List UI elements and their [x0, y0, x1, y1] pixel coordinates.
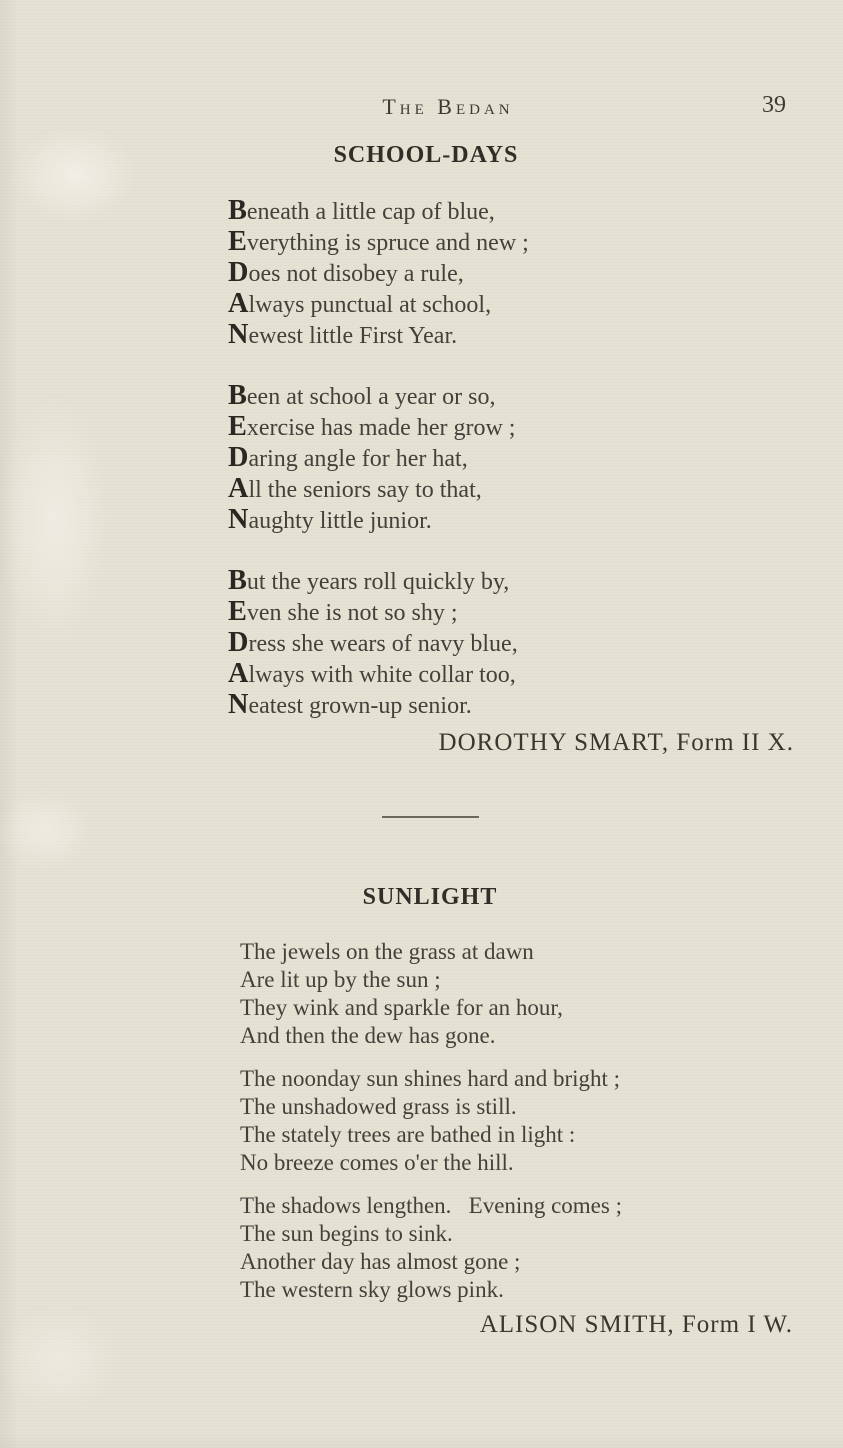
- poem-line: The western sky glows pink.: [240, 1277, 504, 1302]
- poem-line: [228, 227, 529, 258]
- line-text: ll the seniors say to that,: [248, 477, 482, 503]
- poem-line: [228, 690, 529, 721]
- line-text: eatest grown-up senior.: [248, 693, 472, 719]
- line-text: ress she wears of navy blue,: [248, 631, 518, 657]
- poem-line: [228, 381, 529, 412]
- poem-line: The jewels on the grass at dawn: [240, 939, 534, 964]
- poem-line: Another day has almost gone ;: [240, 1249, 521, 1274]
- acrostic-initial: B: [228, 195, 247, 226]
- acrostic-initial: B: [228, 565, 247, 596]
- poem-title-sunlight: SUNLIGHT: [362, 884, 498, 910]
- stanza: [240, 1192, 622, 1304]
- acrostic-initial: E: [228, 411, 247, 442]
- line-text: lways with white collar too,: [248, 662, 516, 688]
- acrostic-initial: E: [228, 596, 247, 627]
- line-text: verything is spruce and new ;: [246, 230, 529, 256]
- line-text: ut the years roll quickly by,: [246, 569, 510, 595]
- poem-line: [228, 597, 529, 628]
- poem-line: The stately trees are bathed in light :: [240, 1122, 576, 1147]
- line-text: xercise has made her grow ;: [246, 415, 516, 441]
- poem-line: [228, 628, 529, 659]
- poem-line: The unshadowed grass is still.: [240, 1094, 517, 1119]
- poem-line: [228, 474, 529, 505]
- poem-line: They wink and sparkle for an hour,: [240, 995, 563, 1020]
- poem-line: Are lit up by the sun ;: [240, 967, 441, 992]
- acrostic-initial: A: [228, 473, 249, 504]
- line-text: ven she is not so shy ;: [246, 600, 458, 626]
- poem-title-school-days: SCHOOL-DAYS: [333, 142, 519, 168]
- stanza: [240, 938, 622, 1050]
- poem-line: [228, 412, 529, 443]
- poem-line: [228, 505, 529, 536]
- poem-line: [228, 289, 529, 320]
- acrostic-initial: D: [228, 442, 249, 473]
- line-text: oes not disobey a rule,: [248, 261, 464, 287]
- acrostic-initial: A: [228, 288, 249, 319]
- poem-line: The sun begins to sink.: [240, 1221, 453, 1246]
- stanza: [228, 196, 529, 351]
- acrostic-initial: B: [228, 380, 247, 411]
- acrostic-initial: D: [228, 257, 249, 288]
- poem-line: And then the dew has gone.: [240, 1023, 496, 1048]
- poem-sunlight: [240, 938, 622, 1304]
- poem-line: The shadows lengthen. Evening comes ;: [240, 1193, 622, 1218]
- poem-line: [228, 566, 529, 597]
- line-text: eneath a little cap of blue,: [246, 199, 495, 225]
- line-text: ewest little First Year.: [248, 323, 458, 349]
- journal-title: The Bedan: [382, 94, 514, 119]
- line-text: aring angle for her hat,: [248, 446, 468, 472]
- stanza: [228, 381, 529, 536]
- acrostic-initial: N: [228, 319, 249, 350]
- poem-attribution: ALISON SMITH, Form I W.: [479, 1311, 793, 1338]
- poem-line: [228, 320, 529, 351]
- line-text: lways punctual at school,: [248, 292, 492, 318]
- acrostic-initial: A: [228, 658, 249, 689]
- acrostic-initial: N: [228, 689, 249, 720]
- poem-line: [228, 196, 529, 227]
- acrostic-initial: D: [228, 627, 249, 658]
- line-text: een at school a year or so,: [246, 384, 496, 410]
- poem-line: [228, 659, 529, 690]
- poem-line: [228, 258, 529, 289]
- line-text: aughty little junior.: [248, 508, 432, 534]
- poem-line: [228, 443, 529, 474]
- stanza: [228, 566, 529, 721]
- stanza: [240, 1065, 622, 1177]
- poem-line: The noonday sun shines hard and bright ;: [240, 1066, 621, 1091]
- poem-attribution: DOROTHY SMART, Form II X.: [438, 729, 794, 756]
- acrostic-initial: E: [228, 226, 247, 257]
- section-divider: [382, 816, 479, 818]
- poem-line: No breeze comes o'er the hill.: [240, 1150, 514, 1175]
- acrostic-initial: N: [228, 504, 249, 535]
- page-number: 39: [762, 92, 786, 118]
- poem-school-days: [228, 196, 529, 721]
